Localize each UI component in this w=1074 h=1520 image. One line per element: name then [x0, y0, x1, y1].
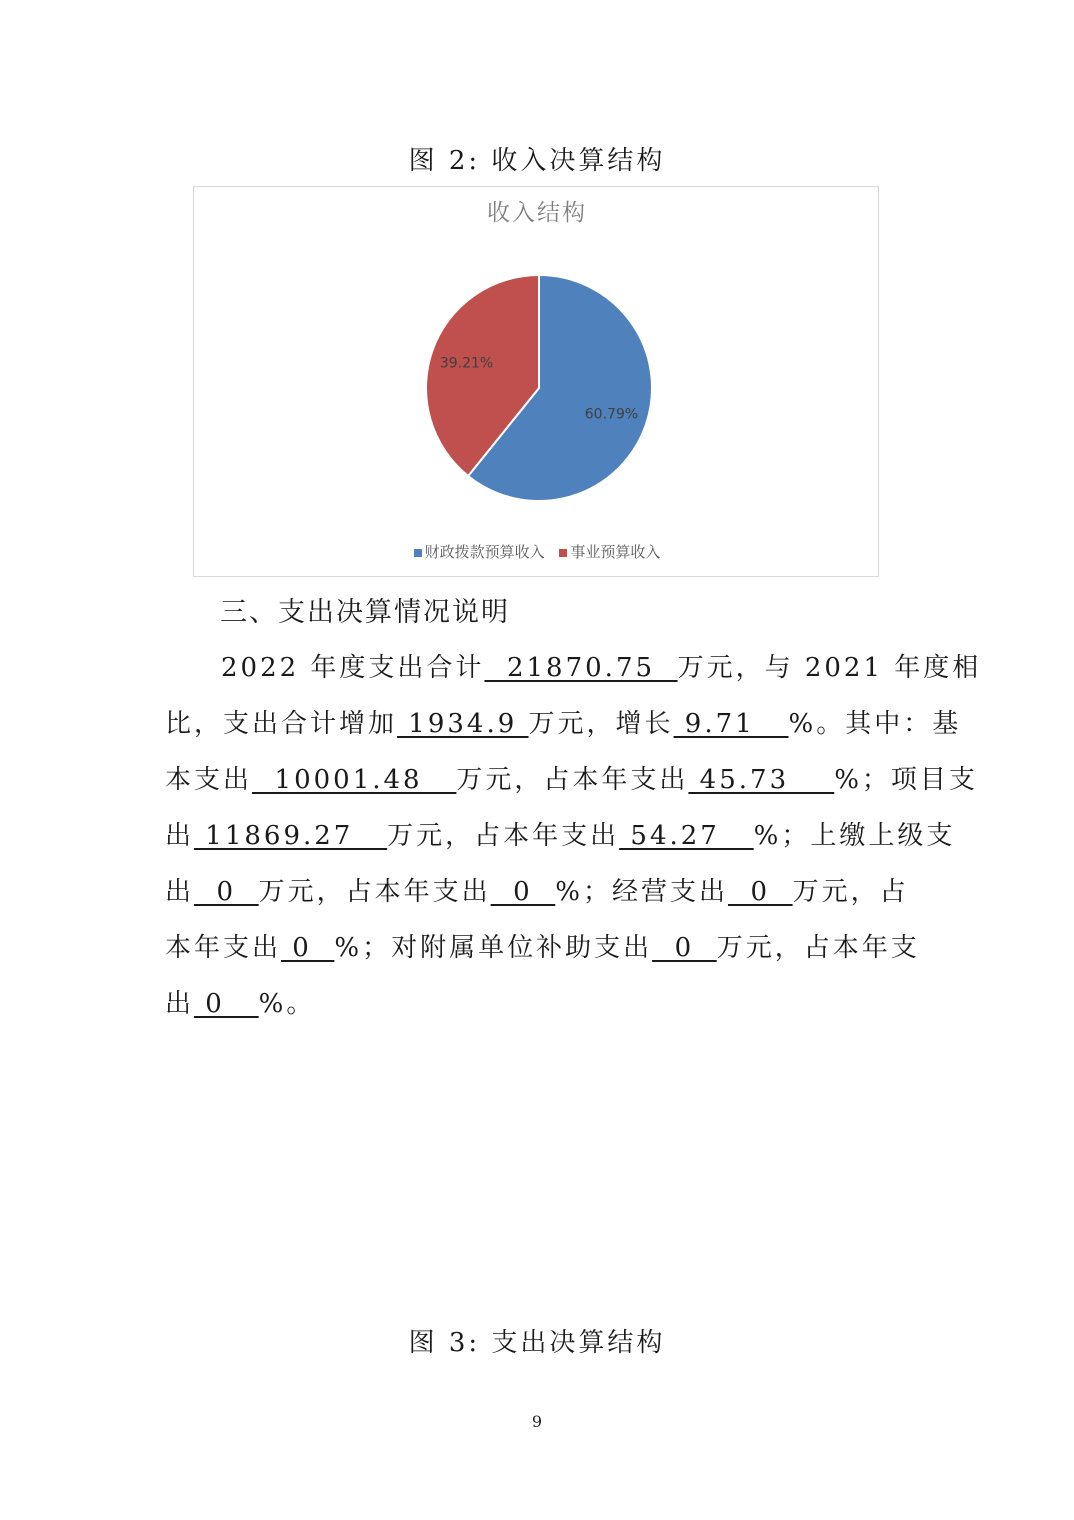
paragraph-line [165, 864, 913, 920]
filled-value: 0 [194, 989, 259, 1019]
filled-value: 0 [490, 877, 556, 907]
paragraph-text: %；对附属单位补助支出 [334, 933, 653, 963]
paragraph-text: 出 [165, 877, 195, 907]
figure-2-caption: 图 2: 收入决算结构 [408, 146, 666, 176]
paragraph-text: 出 [165, 821, 195, 851]
filled-value: 0 [281, 933, 335, 963]
legend-item-business [559, 543, 660, 561]
legend-label-fiscal: 财政拨款预算收入 [424, 543, 545, 561]
paragraph-line [165, 920, 920, 976]
filled-value: 10001.48 [252, 765, 457, 795]
paragraph-text: %。其中：基 [788, 709, 962, 739]
filled-value: 45.73 [688, 765, 835, 795]
chart-legend [0, 541, 1074, 562]
filled-value: 0 [194, 877, 259, 907]
paragraph-text: 出 [165, 989, 195, 1019]
filled-value: 9.71 [673, 709, 789, 739]
filled-value: 1934.9 [397, 709, 529, 739]
legend-swatch-fiscal [414, 549, 422, 557]
page-number: 9 [531, 1412, 543, 1431]
paragraph-text: 万元，占本年支出 [456, 765, 689, 795]
figure-3-caption: 图 3: 支出决算结构 [408, 1328, 666, 1358]
filled-value: 11869.27 [194, 821, 388, 851]
paragraph-line [165, 752, 978, 808]
paragraph-text: 万元，占本年支出 [258, 877, 491, 907]
paragraph-line [165, 976, 913, 1032]
data-label-fiscal: 60.79% [584, 406, 639, 423]
legend-swatch-business [559, 549, 567, 557]
paragraph-text: 万元，与 2021 年度相 [677, 653, 982, 683]
filled-value: 0 [652, 933, 717, 963]
paragraph-text: %。 [258, 989, 316, 1019]
section-heading: 三、支出决算情况说明 [220, 597, 510, 628]
paragraph-text: 万元，占本年支 [716, 933, 920, 963]
paragraph-text: %；项目支 [834, 765, 978, 795]
paragraph-text: 比，支出合计增加 [165, 709, 398, 739]
legend-label-business: 事业预算收入 [570, 543, 661, 561]
expenditure-paragraph [165, 640, 982, 1032]
paragraph-text: 万元，占 [792, 877, 909, 907]
paragraph-line [165, 640, 982, 696]
paragraph-line [165, 696, 962, 752]
income-structure-chart [193, 186, 879, 577]
filled-value: 21870.75 [484, 653, 678, 683]
paragraph-line [165, 808, 956, 864]
pie-chart-svg [194, 187, 880, 578]
chart-title: 收入结构 [487, 200, 587, 226]
paragraph-text: %；上缴上级支 [753, 821, 956, 851]
filled-value: 54.27 [619, 821, 754, 851]
data-label-business: 39.21% [439, 355, 494, 372]
paragraph-text: 本年支出 [165, 933, 282, 963]
paragraph-text: 万元，占本年支出 [387, 821, 620, 851]
paragraph-text: 2022 年度支出合计 [221, 653, 485, 683]
paragraph-text: %；经营支出 [555, 877, 728, 907]
filled-value: 0 [727, 877, 793, 907]
paragraph-text: 万元，增长 [528, 709, 674, 739]
paragraph-text: 本支出 [165, 765, 253, 795]
legend-item-fiscal [414, 543, 545, 561]
